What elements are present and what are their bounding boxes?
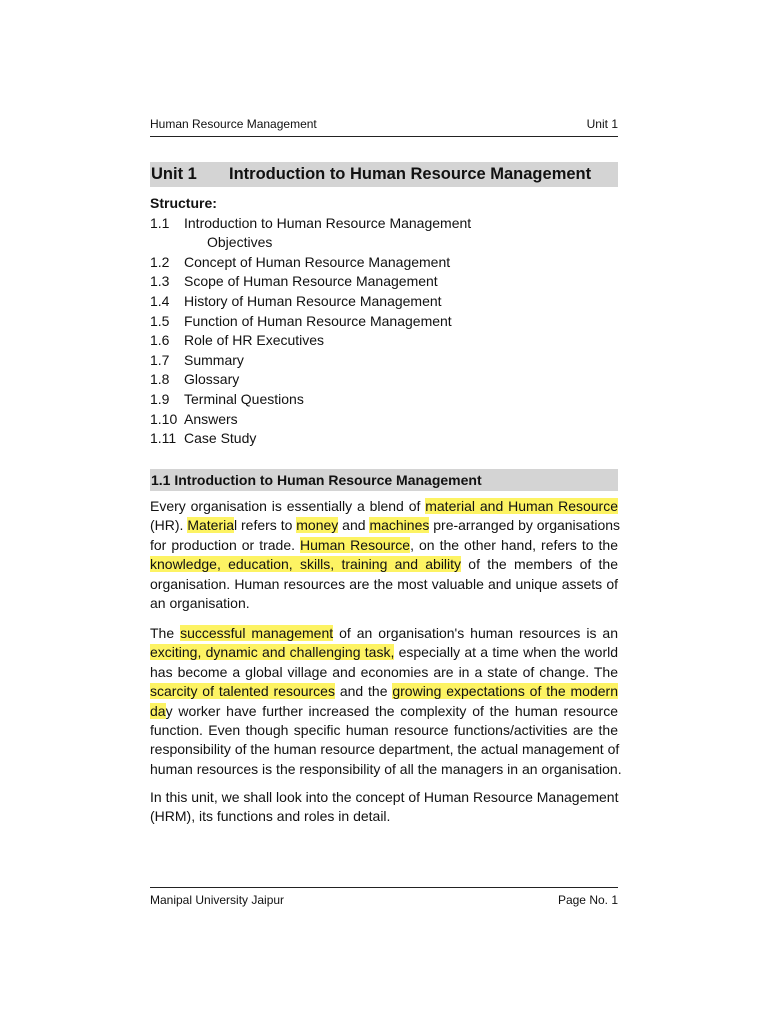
text-run: and the	[334, 683, 393, 700]
text-line	[150, 643, 618, 662]
running-footer	[150, 892, 618, 908]
toc-item-text: History of Human Resource Management	[184, 292, 442, 309]
highlight: scarcity of talented resources	[150, 683, 335, 700]
toc-item	[150, 292, 471, 312]
text-run: Every organisation is essentially a blend of	[150, 498, 426, 514]
structure-toc	[150, 194, 471, 449]
text-line: responsibility of the human resource department, the actual management of	[150, 741, 620, 758]
toc-item-number: 1.10	[150, 410, 178, 427]
toc-item-number: 1.9	[150, 390, 170, 407]
toc-item-number: 1.5	[150, 312, 170, 329]
structure-label: Structure:	[150, 195, 217, 211]
toc-item-text: Role of HR Executives	[184, 332, 325, 349]
document-page	[150, 0, 622, 1024]
toc-item-text: Case Study	[184, 430, 257, 447]
toc-item	[150, 410, 471, 430]
highlight: Human Resource	[300, 536, 411, 553]
unit-title: Introduction to Human Resource Management	[229, 165, 592, 183]
text-line: In this unit, we shall look into the concept of Human Resource Management	[150, 789, 619, 805]
toc-item-number: 1.4	[150, 292, 170, 309]
text-line: has become a global village and economies are in a state of change. The	[150, 663, 618, 680]
highlight: successful management	[180, 625, 334, 641]
toc-item	[150, 370, 471, 390]
unit-title-band	[150, 162, 618, 187]
text-line	[150, 536, 618, 555]
toc-item	[150, 312, 471, 332]
highlight: exciting, dynamic and challenging task,	[150, 644, 395, 661]
toc-item	[150, 214, 471, 234]
toc-item-number: 1.6	[150, 332, 170, 349]
text-line: (HRM), its functions and roles in detail.	[150, 808, 391, 825]
text-run: of an organisation's human resources is an	[333, 625, 619, 641]
text-run: , on the other hand, refers to the	[410, 536, 618, 553]
header-divider	[150, 136, 618, 137]
highlight: Materia	[187, 517, 235, 534]
toc-item	[150, 272, 471, 292]
highlight: material and Human Resource	[425, 498, 618, 514]
toc-item-number: 1.1	[150, 214, 170, 231]
toc-item-text: Terminal Questions	[184, 390, 304, 407]
highlight: money	[296, 517, 339, 534]
text-line	[150, 682, 618, 701]
toc-item	[150, 253, 471, 273]
toc-item-text: Answers	[184, 410, 238, 427]
text-run: and	[338, 517, 370, 534]
toc-item-text: Glossary	[184, 371, 240, 388]
text-line: function. Even though specific human resource functions/activities are the	[150, 721, 618, 738]
toc-item	[150, 429, 471, 449]
text-line	[150, 555, 618, 574]
toc-item-number: 1.7	[150, 351, 170, 368]
text-run: of the members of the	[461, 556, 618, 573]
toc-item	[150, 351, 471, 371]
text-run: The	[150, 625, 181, 641]
footer-page-number: Page No. 1	[557, 893, 618, 907]
highlight: growing expectations of the modern	[392, 683, 618, 700]
paragraph-2	[150, 624, 622, 779]
text-run: for production or trade.	[150, 536, 301, 553]
toc-item-number: 1.8	[150, 371, 170, 388]
paragraph-1	[150, 497, 621, 613]
unit-number: Unit 1	[151, 165, 197, 183]
text-line	[150, 516, 621, 535]
toc-item	[150, 331, 471, 351]
footer-divider	[150, 887, 618, 888]
toc-item-text: Summary	[184, 351, 244, 368]
toc-item-text: Introduction to Human Resource Management	[184, 214, 472, 231]
text-run: especially at a time when the world	[394, 644, 619, 661]
running-header	[150, 116, 618, 132]
highlight: knowledge, education, skills, training and ability	[150, 556, 462, 573]
text-run: (HR).	[150, 517, 188, 534]
text-line: human resources is the responsibility of all the managers in an organisation.	[150, 760, 622, 777]
text-line: organisation. Human resources are the most valuable and unique assets of	[150, 575, 618, 592]
footer-institution: Manipal University Jaipur	[150, 893, 285, 907]
text-line: an organisation.	[150, 594, 250, 611]
highlight: da	[150, 702, 166, 719]
text-run: pre-arranged by organisations	[429, 517, 621, 534]
highlight: machines	[369, 517, 430, 534]
paragraph-3	[150, 788, 618, 827]
text-line	[150, 624, 618, 643]
toc-subitem	[150, 233, 471, 253]
text-line	[150, 702, 618, 721]
header-unit-label: Unit 1	[586, 117, 618, 131]
toc-item-text: Scope of Human Resource Management	[184, 273, 438, 290]
toc-item-text: Objectives	[207, 234, 273, 251]
text-run: l refers to	[234, 517, 297, 534]
toc-item-number: 1.11	[150, 430, 177, 447]
toc-item	[150, 390, 471, 410]
text-run: y worker have further increased the complexity of the human resource	[165, 702, 618, 719]
header-course-title: Human Resource Management	[150, 117, 317, 131]
toc-item-text: Concept of Human Resource Management	[184, 253, 451, 270]
toc-item-number: 1.3	[150, 273, 170, 290]
section-heading: 1.1 Introduction to Human Resource Management	[150, 469, 618, 491]
toc-item-number: 1.2	[150, 253, 170, 270]
text-line	[150, 497, 618, 516]
toc-item-text: Function of Human Resource Management	[184, 312, 452, 329]
